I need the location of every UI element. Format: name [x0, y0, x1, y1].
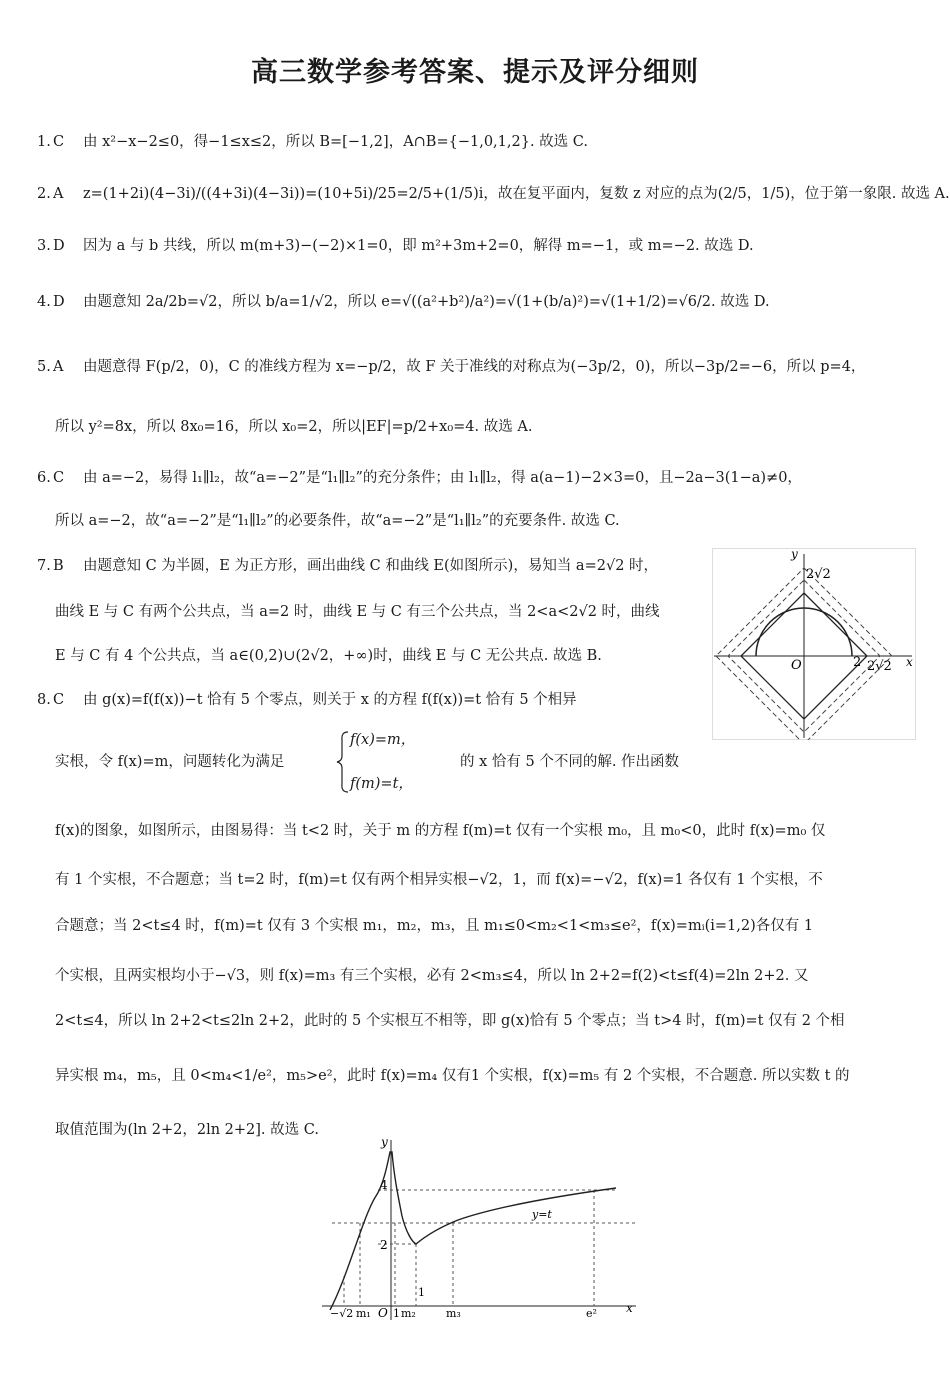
function-curve: [330, 1152, 616, 1310]
fig7-right-label-a: 2: [853, 655, 862, 670]
fig8-xtick-neg-sqrt2: −√2: [330, 1307, 354, 1320]
answer-letter: D: [53, 294, 65, 310]
problem-5-line-2: 所以 y²=8x，所以 8x₀=16，所以 x₀=2，所以|EF|=p/2+x₀=4. 故选 A.: [55, 419, 533, 435]
problem-6: [37, 468, 802, 488]
problem-7-line-2: 曲线 E 与 C 有两个公共点，当 a=2 时，曲线 E 与 C 有三个公共点，当 2<a<2√2 时，曲线: [55, 604, 660, 620]
page-title: 高三数学参考答案、提示及评分细则: [251, 57, 699, 88]
system-eq-2: f(m)=t，: [350, 776, 413, 792]
figure-7-square-semicircle: [712, 548, 916, 740]
solution-text: 由 x²−x−2≤0，得−1≤x≤2，所以 B=[−1,2]，A∩B={−1,0,1,2}. 故选 C.: [83, 134, 588, 150]
problem-8-line-6: 个实根，且两实根均小于−√3，则 f(x)=m₃ 有三个实根，必有 2<m₃≤4，所以 ln 2+2=f(2)<t≤f(4)=2ln 2+2. 又: [55, 968, 809, 984]
problem-3: [37, 236, 754, 256]
fig8-xtick-m3: m₃: [446, 1307, 461, 1320]
answer-letter: A: [53, 359, 64, 375]
fig7-y-label: y: [791, 548, 798, 561]
answer-letter: C: [53, 134, 65, 150]
system-brace: [336, 730, 350, 794]
problem-number: 6.: [37, 470, 51, 486]
problem-8: [37, 690, 577, 710]
problem-8-line-5: 合题意；当 2<t≤4 时，f(m)=t 仅有 3 个实根 m₁，m₂，m₃，且 m₁≤0<m₂<1<m₃≤e²，f(x)=mᵢ(i=1,2)各仅有 1: [55, 918, 814, 934]
fig7-origin-label: O: [791, 658, 802, 673]
problem-8-line-2a: 实根，令 f(x)=m，问题转化为满足: [55, 754, 285, 770]
problem-1: [37, 132, 588, 152]
fig7-top-label: 2√2: [806, 567, 831, 582]
fig8-x-label: x: [626, 1301, 633, 1315]
solution-text: z=(1+2i)(4−3i)/((4+3i)(4−3i))=(10+5i)/25=2/5+(1/5)i，故在复平面内，复数 z 对应的点为(2/5，1/5)，位于第一象限. 故选 A.: [83, 186, 950, 202]
problem-number: 2.: [37, 186, 51, 202]
fig8-xtick-m1: m₁: [356, 1307, 371, 1320]
problem-8-line-2b: 的 x 恰有 5 个不同的解. 作出函数: [460, 754, 680, 770]
fig7-right-label-b: 2√2: [867, 659, 892, 674]
problem-7: [37, 556, 658, 576]
fig8-curve-label: y=t: [532, 1208, 552, 1221]
problem-number: 5.: [37, 359, 51, 375]
figure-8-function-graph: [318, 1136, 640, 1322]
system-eq-1: f(x)=m，: [350, 732, 416, 748]
problem-8-line-8: 异实根 m₄，m₅，且 0<m₄<1/e²，m₅>e²，此时 f(x)=m₄ 仅有1 个实根，f(x)=m₅ 有 2 个实根，不合题意. 所以实数 t 的: [55, 1068, 850, 1084]
solution-text: 由题意得 F(p/2，0)，C 的准线方程为 x=−p/2，故 F 关于准线的对称点为(−3p/2，0)，所以−3p/2=−6，所以 p=4，: [83, 359, 866, 375]
problem-8-line-9: 取值范围为(ln 2+2，2ln 2+2]. 故选 C.: [55, 1122, 319, 1138]
problem-number: 1.: [37, 134, 51, 150]
problem-6-line-2: 所以 a=−2，故“a=−2”是“l₁∥l₂”的必要条件，故“a=−2”是“l₁∥l₂”的充要条件. 故选 C.: [55, 513, 620, 529]
solution-text: 由 g(x)=f(f(x))−t 恰有 5 个零点，则关于 x 的方程 f(f(x))=t 恰有 5 个相异: [83, 692, 577, 708]
solution-text: 由题意知 2a/2b=√2，所以 b/a=1/√2，所以 e=√((a²+b²)/a²)=√(1+(b/a)²)=√(1+1/2)=√6/2. 故选 D.: [83, 294, 770, 310]
fig8-one-mark: 1: [418, 1286, 425, 1299]
problem-7-line-3: E 与 C 有 4 个公共点，当 a∈(0,2)∪(2√2，+∞)时，曲线 E 与 C 无公共点. 故选 B.: [55, 648, 602, 664]
fig8-origin-label: O: [378, 1306, 388, 1320]
problem-number: 4.: [37, 294, 51, 310]
problem-2: [37, 184, 950, 204]
solution-text: 由 a=−2，易得 l₁∥l₂，故“a=−2”是“l₁∥l₂”的充分条件；由 l₁∥l₂，得 a(a−1)−2×3=0，且−2a−3(1−a)≠0，: [83, 470, 802, 486]
fig8-xtick-1: 1: [393, 1307, 400, 1320]
problem-8-line-4: 有 1 个实根，不合题意；当 t=2 时，f(m)=t 仅有两个相异实根−√2，1，而 f(x)=−√2，f(x)=1 各仅有 1 个实根，不: [55, 872, 823, 888]
answer-letter: D: [53, 238, 65, 254]
problem-4: [37, 292, 770, 312]
problem-8-line-3: f(x)的图象，如图所示，由图易得：当 t<2 时，关于 m 的方程 f(m)=t 仅有一个实根 m₀，且 m₀<0，此时 f(x)=m₀ 仅: [55, 823, 826, 839]
problem-5: [37, 357, 865, 377]
fig8-ytick-4: 4: [380, 1178, 388, 1192]
answer-letter: C: [53, 470, 65, 486]
problem-number: 7.: [37, 558, 51, 574]
fig8-xtick-m2: m₂: [401, 1307, 416, 1320]
problem-8-line-7: 2<t≤4，所以 ln 2+2<t≤2ln 2+2，此时的 5 个实根互不相等，即 g(x)恰有 5 个零点；当 t>4 时，f(m)=t 仅有 2 个相: [55, 1013, 845, 1029]
problem-number: 8.: [37, 692, 51, 708]
solution-text: 因为 a 与 b 共线，所以 m(m+3)−(−2)×1=0，即 m²+3m+2=0，解得 m=−1，或 m=−2. 故选 D.: [83, 238, 754, 254]
problem-number: 3.: [37, 238, 51, 254]
fig7-x-label: x: [906, 655, 913, 669]
fig8-ytick-2: 2: [380, 1238, 388, 1252]
answer-letter: A: [53, 186, 64, 202]
answer-letter: B: [53, 558, 64, 574]
fig8-xtick-e2: e²: [586, 1307, 597, 1320]
solution-text: 由题意知 C 为半圆，E 为正方形，画出曲线 C 和曲线 E(如图所示)，易知当 a=2√2 时，: [83, 558, 659, 574]
answer-letter: C: [53, 692, 65, 708]
fig8-y-label: y: [381, 1136, 388, 1149]
